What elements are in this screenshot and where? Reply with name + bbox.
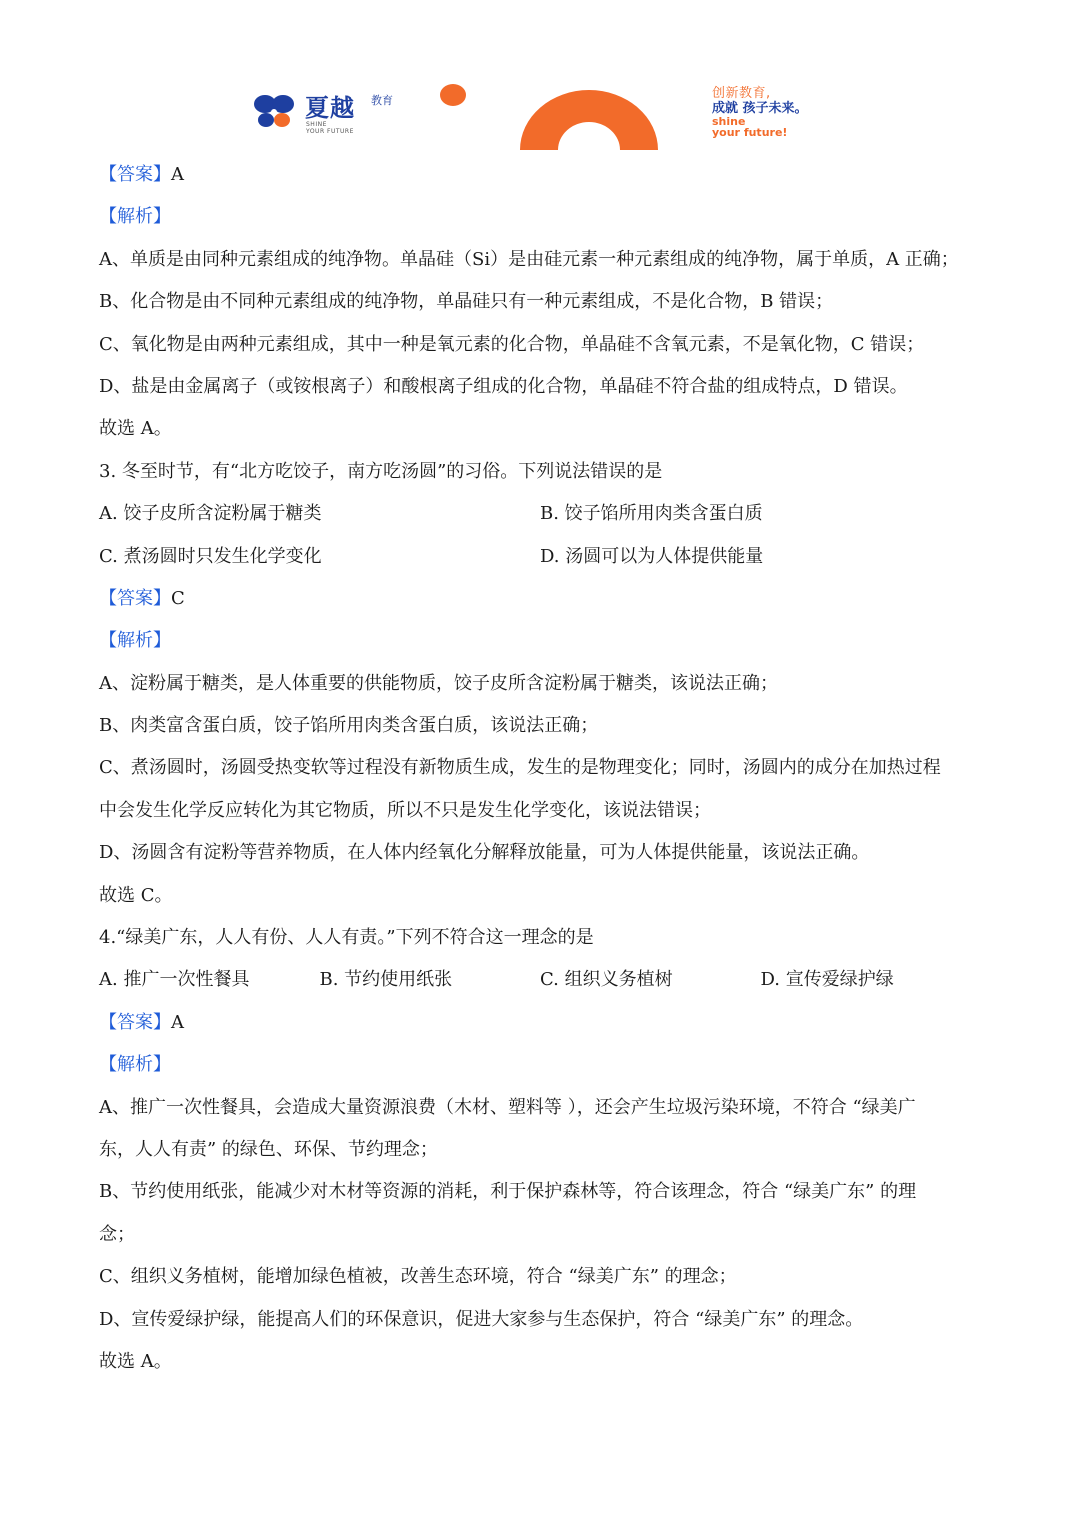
- analysis-line: D、汤圆含有淀粉等营养物质，在人体内经氧化分解释放能量，可为人体提供能量，该说法正确。: [99, 842, 870, 864]
- analysis-line: B、肉类富含蛋白质，饺子馅所用肉类含蛋白质，该说法正确；: [99, 715, 599, 737]
- analysis-heading: [99, 1048, 989, 1090]
- option-row: [99, 497, 989, 539]
- answer-value: A: [171, 1011, 184, 1033]
- brand-suffix: 教育: [371, 94, 393, 107]
- analysis-label: 【解析】: [99, 630, 171, 652]
- answer-line: [99, 158, 989, 200]
- question-stem: 4.“绿美广东，人人有份、人人有责。”下列不符合这一理念的是: [99, 927, 594, 949]
- slogan-line-4: your future!: [712, 126, 788, 139]
- analysis-line: C、组织义务植树，能增加绿色植被，改善生态环境，符合 “绿美广东” 的理念；: [99, 1266, 737, 1288]
- option-row: [99, 963, 989, 1005]
- orange-arch-decoration: [520, 90, 658, 150]
- slogan-line-1: 创新教育,: [712, 86, 771, 101]
- butterfly-icon: [253, 92, 297, 132]
- option-b: B. 饺子馅所用肉类含蛋白质: [540, 503, 763, 525]
- option-c: C. 组织义务植树: [540, 969, 673, 991]
- brand-tagline-1: SHINE: [306, 121, 327, 128]
- analysis-line: D、盐是由金属离子（或铵根离子）和酸根离子组成的化合物，单晶硅不符合盐的组成特点，D 错误。: [99, 375, 908, 397]
- analysis-line: 东，人人有责” 的绿色、环保、节约理念；: [99, 1138, 438, 1160]
- option-a: A. 推广一次性餐具: [99, 969, 250, 991]
- page-header: [0, 0, 1080, 160]
- option-b: B. 节约使用纸张: [319, 969, 453, 991]
- analysis-line: 念；: [99, 1223, 135, 1245]
- conclusion-line: 故选 C。: [99, 884, 173, 906]
- brand-logo: [253, 86, 403, 140]
- analysis-heading: [99, 200, 989, 242]
- analysis-line: B、化合物是由不同种元素组成的纯净物，单晶硅只有一种元素组成，不是化合物，B 错误；: [99, 291, 834, 313]
- analysis-line: A、单质是由同种元素组成的纯净物。单晶硅（Si）是由硅元素一种元素组成的纯净物，属于单质，A 正确；: [99, 248, 959, 270]
- answer-label: 【答案】: [99, 164, 171, 185]
- analysis-line: A、推广一次性餐具，会造成大量资源浪费（木材、塑料等 ），还会产生垃圾污染环境，不符合 “绿美广: [99, 1096, 916, 1118]
- answer-value: C: [171, 587, 185, 609]
- document-body: [99, 158, 989, 1387]
- slogan-line-3: shine: [712, 115, 746, 128]
- analysis-label: 【解析】: [99, 1054, 171, 1076]
- analysis-label: 【解析】: [99, 206, 171, 228]
- option-c: C. 煮汤圆时只发生化学变化: [99, 545, 322, 567]
- answer-label: 【答案】: [99, 1011, 171, 1033]
- answer-label: 【答案】: [99, 587, 171, 609]
- answer-value: A: [171, 164, 184, 185]
- conclusion-line: 故选 A。: [99, 418, 172, 440]
- orange-dot-decoration: [440, 84, 466, 106]
- option-a: A. 饺子皮所含淀粉属于糖类: [99, 503, 322, 525]
- answer-line: [99, 582, 989, 624]
- conclusion-line: 故选 A。: [99, 1350, 172, 1372]
- analysis-line: C、煮汤圆时，汤圆受热变软等过程没有新物质生成，发生的是物理变化；同时，汤圆内的成分在加热过程: [99, 757, 941, 779]
- analysis-line: D、宣传爱绿护绿，能提高人们的环保意识，促进大家参与生态保护，符合 “绿美广东” 的理念。: [99, 1308, 864, 1330]
- option-d: D. 汤圆可以为人体提供能量: [540, 545, 764, 567]
- slogan-line-2: 成就 孩子未来。: [712, 101, 808, 116]
- analysis-line: 中会发生化学反应转化为其它物质，所以不只是发生化学变化，该说法错误；: [99, 799, 711, 821]
- analysis-line: B、节约使用纸张，能减少对木材等资源的消耗，利于保护森林等，符合该理念，符合 “绿美广东” 的理: [99, 1181, 917, 1203]
- slogan-block: [712, 86, 842, 142]
- answer-line: [99, 1006, 989, 1048]
- option-d: D. 宣传爱绿护绿: [760, 969, 894, 991]
- analysis-line: A、淀粉属于糖类，是人体重要的供能物质，饺子皮所含淀粉属于糖类，该说法正确；: [99, 672, 778, 694]
- question-stem: 3. 冬至时节，有“北方吃饺子，南方吃汤圆”的习俗。下列说法错误的是: [99, 460, 663, 482]
- brand-tagline-2: YOUR FUTURE: [306, 128, 354, 135]
- analysis-line: C、氧化物是由两种元素组成，其中一种是氧元素的化合物，单晶硅不含氧元素，不是氧化物，C 错误；: [99, 333, 925, 355]
- brand-name: 夏越: [305, 94, 355, 122]
- analysis-heading: [99, 624, 989, 666]
- option-row: [99, 540, 989, 582]
